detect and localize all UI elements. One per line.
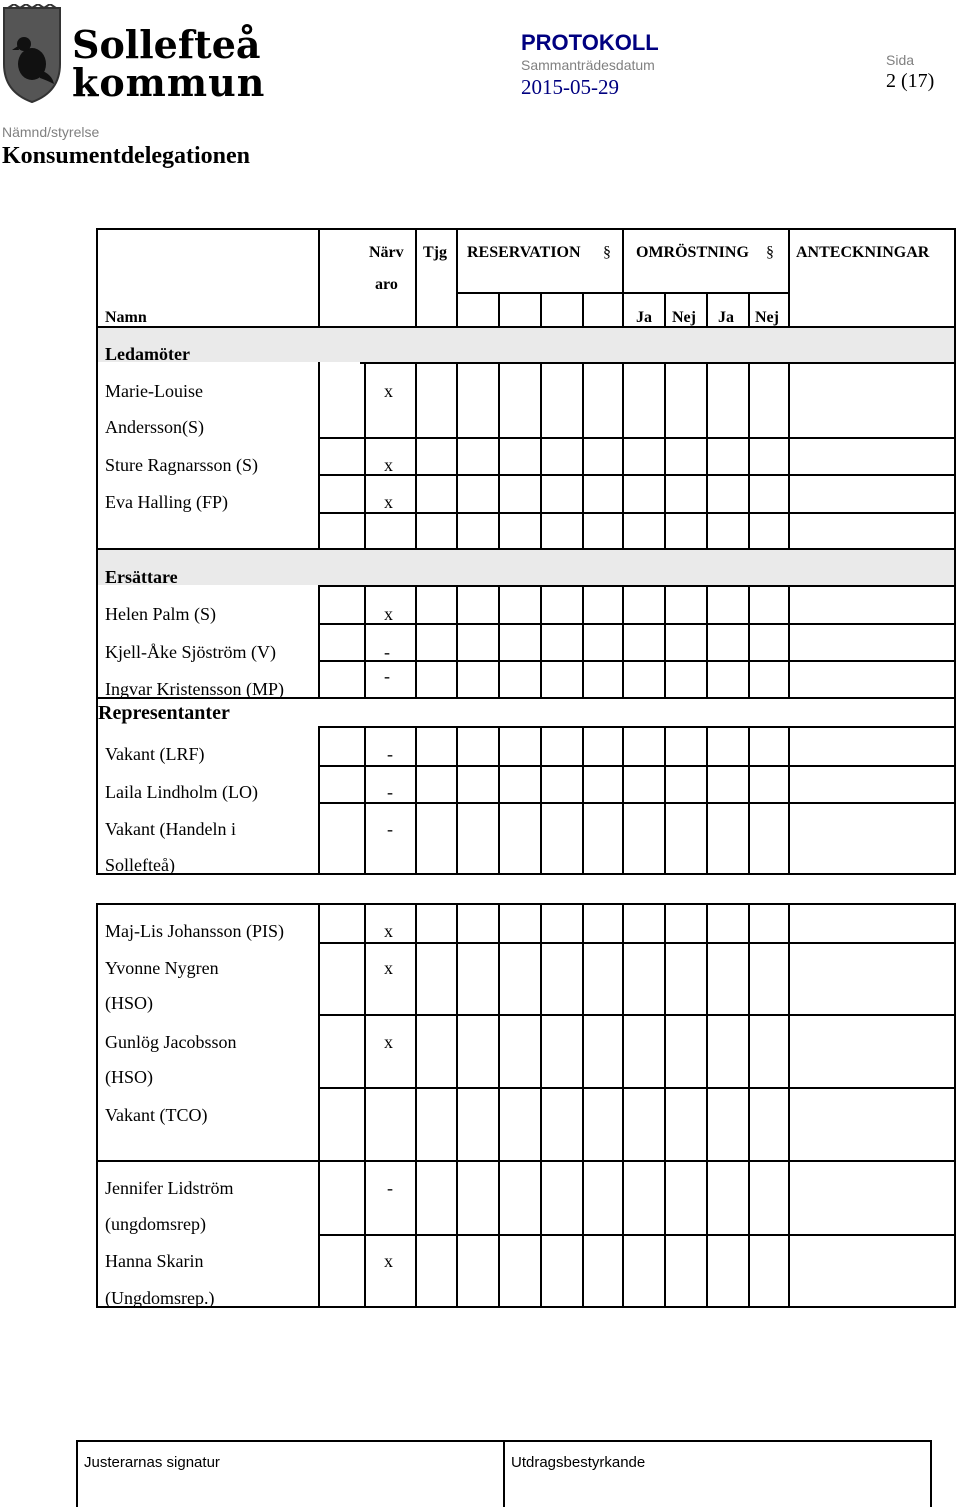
col-header-yes-1: Ja xyxy=(636,309,652,326)
present-mark: - xyxy=(387,819,393,839)
member-name: Kjell-Åke Sjöström (V) xyxy=(105,642,276,662)
member-name: Helen Palm (S) xyxy=(105,604,216,624)
member-name-cont: (HSO) xyxy=(105,1067,153,1087)
member-name-cont: Andersson(S) xyxy=(105,417,204,437)
member-name-cont: (ungdomsrep) xyxy=(105,1214,206,1234)
member-name-cont: (HSO) xyxy=(105,993,153,1013)
present-mark: - xyxy=(384,642,390,662)
signature-label: Justerarnas signatur xyxy=(84,1454,220,1471)
member-name: Hanna Skarin xyxy=(105,1251,204,1271)
present-mark: x xyxy=(384,381,393,401)
member-name: Marie-Louise xyxy=(105,381,203,401)
col-header-service: Tjg xyxy=(423,244,447,261)
member-name: Laila Lindholm (LO) xyxy=(105,782,258,802)
section-substitutes: Ersättare xyxy=(105,567,178,587)
member-name-cont: (Ungdomsrep.) xyxy=(105,1288,215,1308)
member-name: Sture Ragnarsson (S) xyxy=(105,455,258,475)
col-header-voting-section: § xyxy=(766,244,774,261)
present-mark: x xyxy=(384,492,393,512)
municipality-logo xyxy=(0,4,270,104)
member-name: Maj-Lis Johansson (PIS) xyxy=(105,921,284,941)
col-header-reservation-section: § xyxy=(603,244,611,261)
certification-label: Utdragsbestyrkande xyxy=(511,1454,646,1471)
footer-divider xyxy=(503,1440,505,1507)
col-header-voting: OMRÖSTNING xyxy=(636,244,749,261)
committee-label: Nämnd/styrelse xyxy=(2,124,100,140)
present-mark: x xyxy=(384,958,393,978)
section-representatives: Representanter xyxy=(98,702,230,724)
meeting-date-label: Sammanträdesdatum xyxy=(521,57,655,73)
document-type: PROTOKOLL xyxy=(521,30,659,55)
section-bar-substitutes xyxy=(98,549,954,585)
present-mark: - xyxy=(387,782,393,802)
member-name: Eva Halling (FP) xyxy=(105,492,228,512)
col-header-reservation: RESERVATION xyxy=(467,244,581,261)
present-mark: - xyxy=(384,666,390,686)
present-mark: x xyxy=(384,455,393,475)
logo-line-2: kommun xyxy=(72,60,266,105)
present-mark: x xyxy=(384,921,393,941)
section-bar-members xyxy=(98,327,954,362)
logo-wordmark xyxy=(72,22,266,105)
meeting-date: 2015-05-29 xyxy=(521,75,619,99)
col-header-no-1: Nej xyxy=(672,309,696,326)
member-name-cont: Sollefteå) xyxy=(105,855,175,875)
member-name: Yvonne Nygren xyxy=(105,958,219,978)
member-name: Vakant (LRF) xyxy=(105,744,205,764)
member-name: Vakant (TCO) xyxy=(105,1105,208,1125)
member-name: Jennifer Lidström xyxy=(105,1178,234,1198)
present-mark: - xyxy=(387,744,393,764)
present-mark: x xyxy=(384,604,393,624)
present-mark: - xyxy=(387,1178,393,1198)
col-header-present: Närv xyxy=(369,244,404,261)
page-label: Sida xyxy=(886,52,915,68)
col-header-no-2: Nej xyxy=(755,309,779,326)
committee-name: Konsumentdelegationen xyxy=(2,143,251,169)
present-mark: x xyxy=(384,1251,393,1271)
section-members: Ledamöter xyxy=(105,344,190,364)
col-header-present-cont: aro xyxy=(375,276,398,293)
col-header-notes: ANTECKNINGAR xyxy=(796,244,930,261)
col-header-name: Namn xyxy=(105,309,147,326)
coat-of-arms-icon xyxy=(0,4,64,104)
member-name: Vakant (Handeln i xyxy=(105,819,236,839)
page-number: 2 (17) xyxy=(886,70,935,92)
logo-line-1: Sollefteå xyxy=(72,22,261,67)
present-mark: x xyxy=(384,1032,393,1052)
member-name: Ingvar Kristensson (MP) xyxy=(105,679,284,699)
col-header-yes-2: Ja xyxy=(718,309,734,326)
member-name: Gunlög Jacobsson xyxy=(105,1032,237,1052)
